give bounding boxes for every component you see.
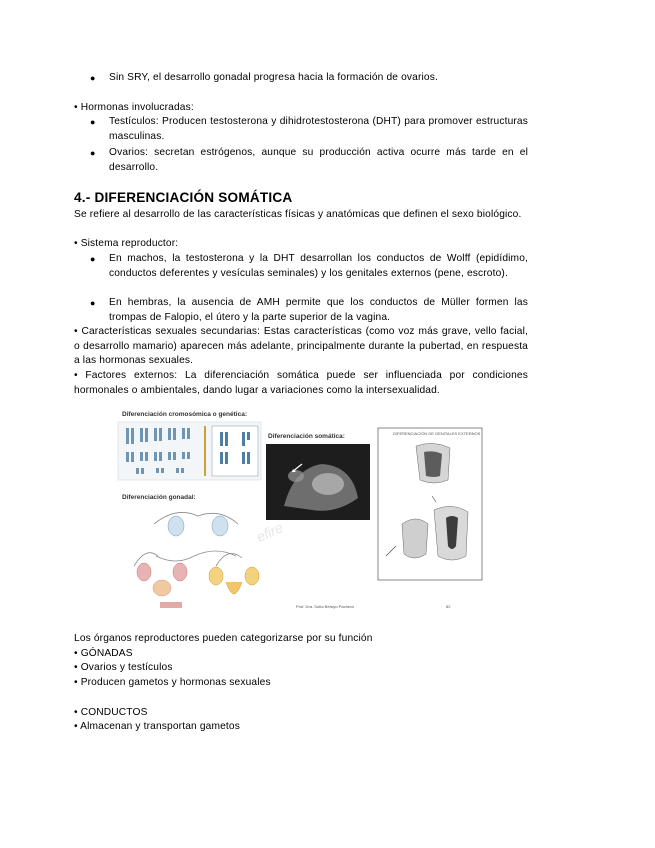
hormones-heading: • Hormonas involucradas:: [74, 102, 194, 113]
bullet-icon: ●: [90, 298, 96, 308]
section-intro: Se refiere al desarrollo de las características físicas y anatómicas que definen el sexo biológico.: [74, 209, 522, 220]
figure-footer-author: Prof. Dra. Sofía Belsiyo Pacheco: [296, 604, 355, 609]
differentiation-figure: [116, 406, 574, 612]
bullet-icon: ●: [90, 73, 96, 83]
list-item: • Almacenan y transportan gametos: [74, 721, 240, 732]
list-item: • Ovarios y testículos: [74, 662, 173, 673]
list-item-text: Testículos: Producen testosterona y dihidrotestosterona (DHT) para promover estructuras masculinas.: [109, 116, 528, 142]
system-heading: • Sistema reproductor:: [74, 238, 179, 249]
bullet-icon: ●: [90, 148, 96, 158]
bullet-icon: ●: [90, 254, 96, 264]
list-item-text: En machos, la testosterona y la DHT desarrollan los conductos de Wolff (epidídimo, conductos deferentes y vesículas seminales) y los genitales externos (pene, escroto).: [109, 253, 528, 279]
figure-page-number: 82: [446, 604, 451, 609]
figure-illustration: [116, 406, 574, 612]
gonads-title: • GÓNADAS: [74, 648, 133, 659]
watermark: efire: [253, 518, 286, 546]
ducts-title: • CONDUCTOS: [74, 707, 148, 718]
list-item-text: En hembras, la ausencia de AMH permite que los conductos de Müller formen las trompas de Falopio, el útero y la parte superior de la vagina.: [109, 297, 528, 323]
list-item: • Producen gametos y hormonas sexuales: [74, 677, 271, 688]
section-title: 4.- DIFERENCIACIÓN SOMÁTICA: [74, 190, 293, 205]
figure-caption: Diferenciación cromosómica o genética:: [122, 411, 247, 418]
bullet-icon: ●: [90, 117, 96, 127]
list-item-text: Ovarios: secretan estrógenos, aunque su producción activa ocurre más tarde en el desarrollo.: [109, 147, 528, 173]
organs-intro: Los órganos reproductores pueden categorizarse por su función: [74, 633, 373, 644]
figure-caption: Diferenciación gonadal:: [122, 494, 196, 501]
figure-caption: DIFERENCIACIÓN DE GENITALES EXTERNOS: [393, 431, 481, 436]
figure-caption: Diferenciación somática:: [268, 433, 345, 440]
list-item-text: Sin SRY, el desarrollo gonadal progresa hacia la formación de ovarios.: [109, 72, 438, 83]
external-factors: • Factores externos: La diferenciación somática puede ser influenciada por condiciones hormonales o ambientales, dando lugar a variaciones como la intersexualidad.: [74, 370, 528, 396]
secondary-characteristics: • Características sexuales secundarias: Estas características (como voz más grave, vello facial, o desarrollo mamario) aparecen más adelante, principalmente durante la pubertad, en respuesta a las hormonas sexuales.: [74, 326, 528, 367]
